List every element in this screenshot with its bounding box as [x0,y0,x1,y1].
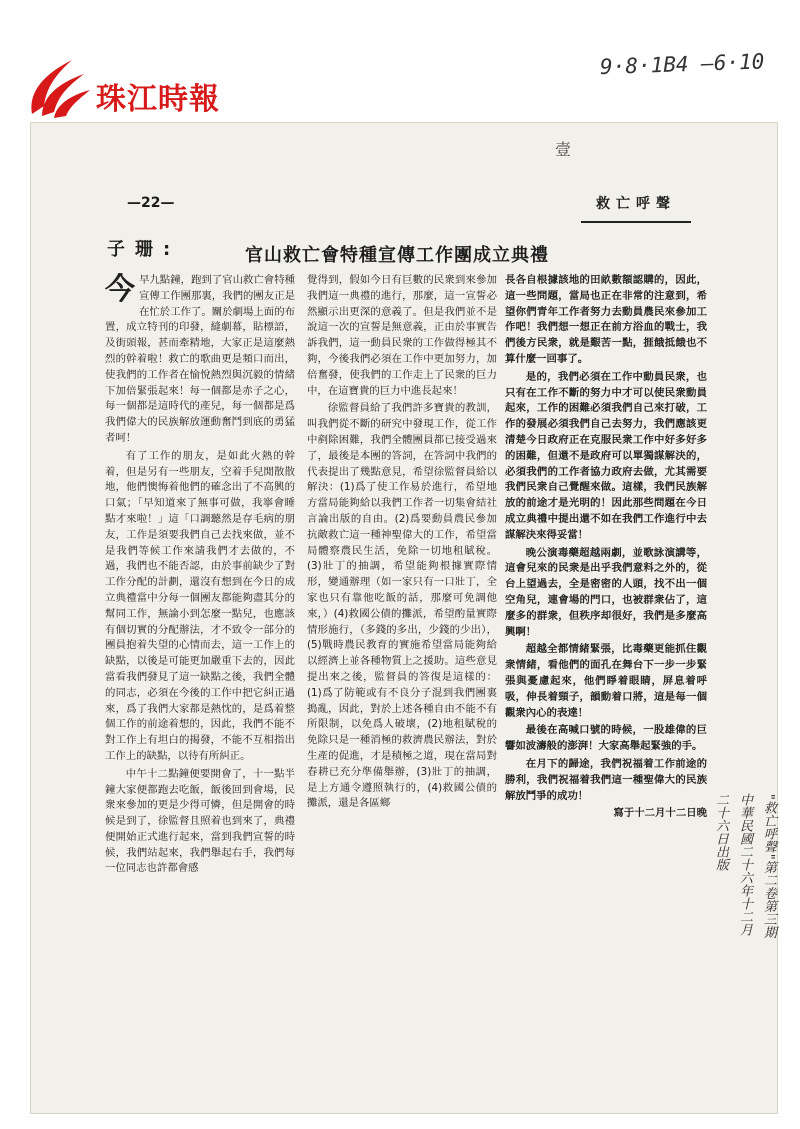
paragraph: 超越全都情緒緊張，比毒藥更能抓住觀衆情緒，看他們的面孔在舞台下一步一步緊張與憂慮起來，他們睜着眼睛，屏息着呼吸，伸長着頸子，韻動着口將，這是每一個觀衆內心的表達！ [505,643,707,719]
paragraph: 在月下的歸途，我們祝福着工作前途的勝利，我們祝福着我們這一種聖偉大的民族解放鬥爭的成功！ [505,757,707,802]
top-stamp-mark: 壹 [555,140,572,159]
newspaper-name: 珠江時報 [96,82,220,117]
paragraph: 最後在高喊口號的時候，一股雄偉的巨響如波濤般的澎湃！大家高舉起緊強的手。 [505,724,707,753]
page-number: —22— [127,195,175,211]
paragraph [105,273,295,447]
article-column-1 [105,273,295,1103]
newspaper-logo [22,52,232,122]
article-column-3 [505,273,707,1103]
author-name: 子珊: [107,239,181,260]
archive-handwritten-note: 9·8·1B4 —6·10 [599,49,765,80]
article-signoff: 寫于十二月十二日晚 [613,807,707,820]
side-note-line: 中華民國二十六年十二月 [737,793,752,936]
paragraph: 是的，我們必須在工作中動員民衆，也只有在工作不斷的努力中才可以使民衆動員起來，工作的困難必須我們自己來打破，工作的發展必須我們自己去努力，我們應該更清楚今日政府正在克服民衆工作中好多好多的困難，但還不是政府可以單獨謀解決的，必須我們的工作者協力政府去做，尤其需要我們民衆自己覺醒來做。這樣，我們民族解放的前途才是光明的！因此那些問題在今日成立典禮中提出還不如在我們工作進行中去謀解決來得妥當！ [505,370,707,541]
paragraph: 中午十二點鐘便要開會了，十一點半鐘大家便都跑去吃飯，飯後回到會場，民衆來參加的更是少得可憐，但是開會的時候是到了，徐監督且照着也到來了，典禮便開始正式進行起來，當到我們宣誓的時候，我們站起來，我們舉起右手，我們每一位同志也許都會感 [105,767,295,875]
document-sheet [30,122,778,1114]
paragraph: 徐監督員給了我們許多寶貴的教訓，叫我們從不斷的研究中發現工作，從工作中剷除困難，我們全體團員都已接受過來了，最後是本團的答詞，在答詞中我們的代表提出了幾點意見，希望徐監督員給以解決：(1)爲了使工作易於進行，希望地方當局能夠給以我們工作者一切集會結社言論出版的自由。(2)爲要動員農民參加抗敵救亡這一種神聖偉大的工作，希望當局體察農民生活，免除一切地租賦稅。(3)壯丁的抽調，希望能夠根據實際情形，變通辦理（如一家只有一口壯丁，全家也只有靠他吃飯的話，那麼可免調他來，）(4)救國公債的攤派，希望酌量實際情形施行，（多錢的多出，少錢的少出），(5)戰時農民教育的實施希望當局能夠給以經濟上並各種物質上之援助。這些意見提出來之後，監督員的答復是這樣的：(1)爲了防範或有不良分子混到我們團裏搗亂，因此，對於上述各種自由不能不有所限制，以免爲人破壞，(2)地租賦稅的免除只是一種消極的救濟農民辦法，對於生產的促進，才是積極之道，現在當局對春耕已充分準備舉辦，(3)壯丁的抽調，是上方通令遵照執行的，(4)救國公債的攤派，還是各區鄉 [307,402,497,810]
flame-logo-icon [22,52,94,122]
column-tag: 救亡呼聲 [581,193,691,223]
side-note-line: "救亡呼聲"第二卷第三期 [761,793,776,939]
paragraph: 晚公演毒藥超越兩劇，並歌詠演講等，這會兒來的民衆是出乎我們意料之外的，從台上望過去，全是密密的人頭，找不出一個空角兒，連會場的門口，也被群衆佔了，這麼多的群衆，但秩序却很好，我們是多麼高興啊！ [505,546,707,638]
handwritten-side-note [713,793,777,939]
article-headline: 官山救亡會特種宣傳工作團成立典禮 [245,245,549,266]
side-note-line: 二十六日出版 [713,793,728,871]
paragraph-text: 早九點鐘，跑到了官山救亡會特種宣傳工作團那裏，我們的團友正是在忙於工作了。關於劇場上面的布置，成立特刊的印發，縫劇幕，貼標語，及街頭報，甚而牽精地，大家正是這麼熱烈的幹着啦！救亡的歌曲更是頻口而出，使我們的工作者在愉悅熱烈與沉毅的情緒下加倍緊張起來！每一個都是赤子之心，每一個都是這時代的產兒，每一個都是爲我們偉大的民族解放運動奮鬥到底的勇猛者呵！ [105,274,295,444]
article-column-2 [307,273,497,1103]
paragraph: 長各自根據該地的田畝數額認購的，因此，這一些問題，當局也正在非常的注意到，希望你們青年工作者努力去動員農民來參加工作吧！我們想一想正在前方浴血的戰士，我們後方民衆，就是艱苦一點，捱餓抵餓也不算什麼一回事了。 [505,274,707,365]
paragraph: 覺得到，假如今日有巨數的民衆到來參加我們這一典禮的進行，那麼，這一宣誓必然顯示出更深的意義了。但是我們並不是說這一次的宣誓是無意義，正由於事實告訴我們，這一動員民衆的工作做得極其不夠，今後我們必須在工作中更加努力，加倍奮發，使我們的工作走上了民衆的巨力中，在這寶貴的巨力中進長起來！ [307,274,497,397]
drop-cap: 今 [105,273,135,307]
paragraph: 有了工作的朋友，是如此火熱的幹着，但是另有一些朋友，空着手兒閒散散地，他們懊悔着他們的確念出了不高興的口氣；「早知道來了無事可做，我寧會睡點才來啦！」這「口調聽然是存毛病的朋友，工作是須要我們自己去找來做，並不是我們等候工作來請我們才去做的，不過，我們也不能否認，由於事前缺少了對工作分配的計劃，還沒有想到在今日的成立典禮當中分每一個團友都能夠盡其分的幫同工作，無論小到怎麼一點兒，也應該有個切實的分配辦法，才不致令一部分的團員抱着失望的心情而去，這一工作上的缺點，以後是可能更加嚴重下去的，因此當看我們發見了這一缺點之後，我們全體的同志，必須在今後的工作中把它糾正過來，爲了我們大家都是熱忱的，是爲着整個工作的前途着想的，因此，我們不能不對工作上有坦白的揭發，不能不互相指出工作上的缺點，以待有所糾正。 [105,449,295,762]
